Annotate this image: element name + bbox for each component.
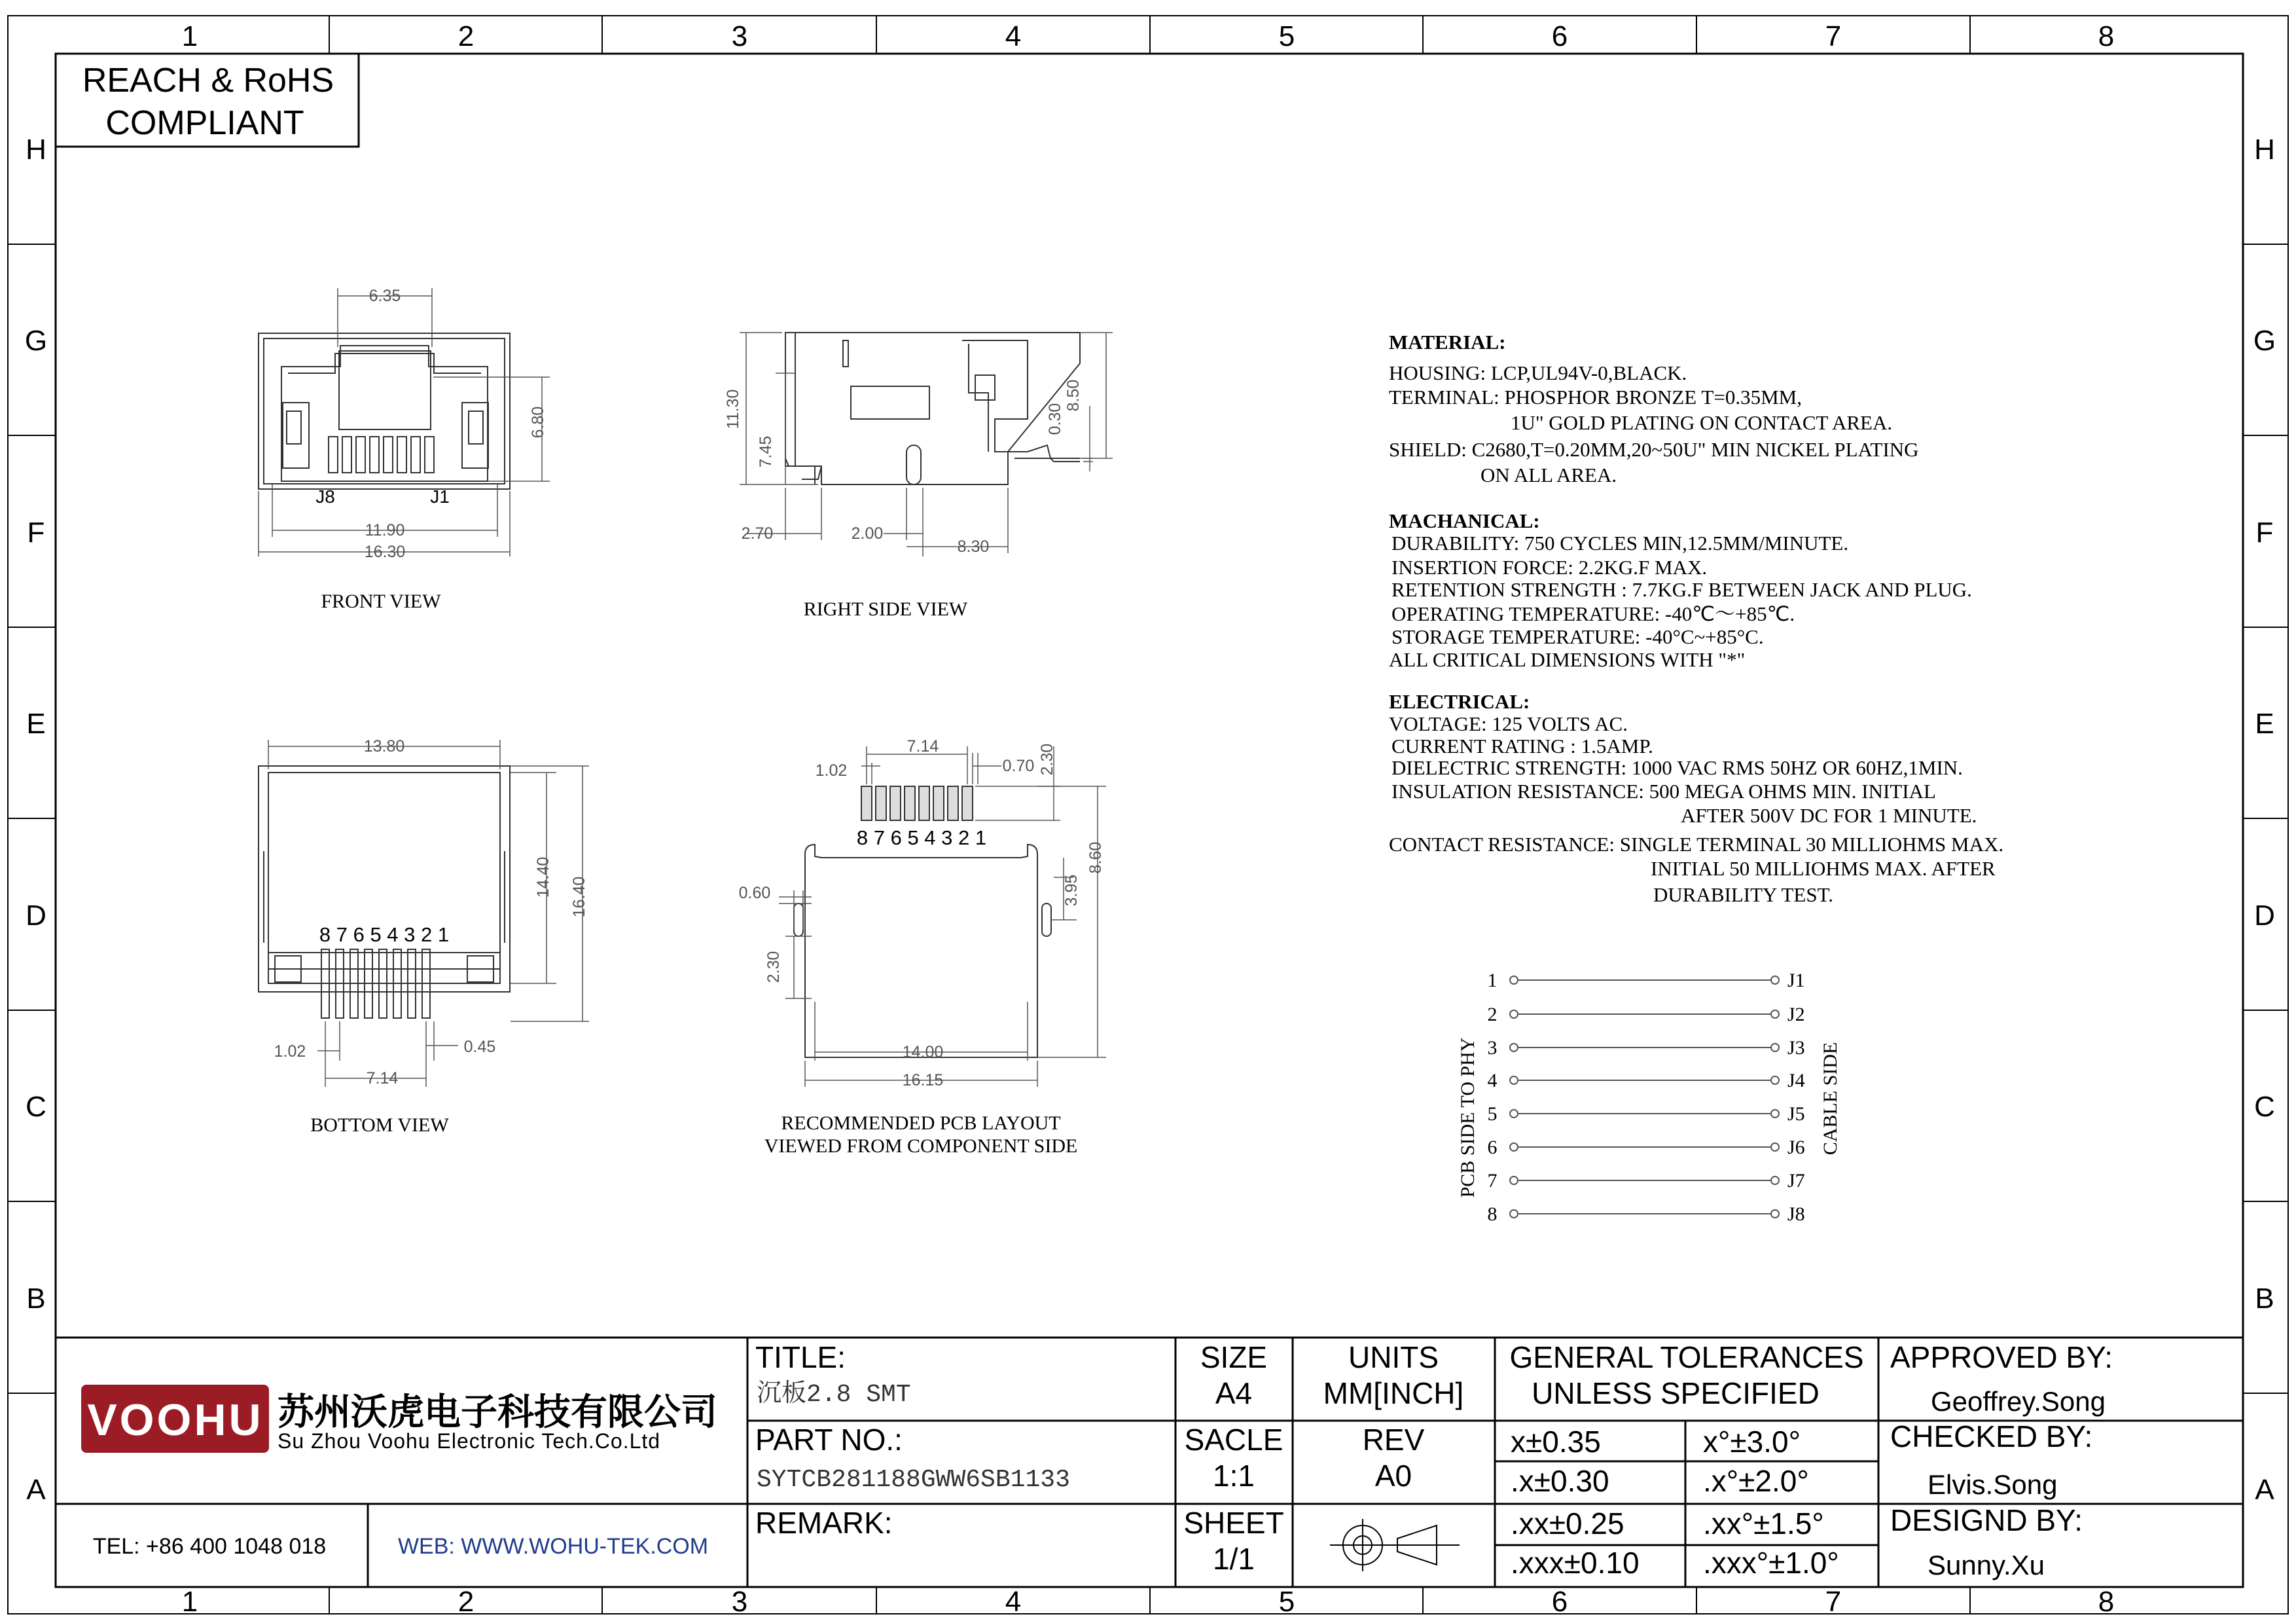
zone-col-bottom-3: 3	[731, 1586, 748, 1618]
wiring-cable-pin: J2	[1787, 1004, 1805, 1025]
front-view-labels	[315, 287, 547, 612]
zone-row-left-G: G	[24, 325, 48, 357]
dim-pcb-1-02: 1.02	[815, 761, 848, 780]
zone-row-left-C: C	[26, 1091, 46, 1123]
wiring-pcb-pin: 5	[1487, 1103, 1498, 1125]
spec-electrical-line: AFTER 500V DC FOR 1 MINUTE.	[1681, 804, 1977, 827]
dim-bottom-7-14: 7.14	[366, 1069, 399, 1087]
compliance-box	[56, 54, 359, 147]
dim-right-2-00: 2.00	[851, 524, 884, 543]
tolerance-linear: .xx±0.25	[1511, 1506, 1624, 1541]
zone-row-right-F: F	[2255, 517, 2274, 549]
dim-pcb-16-15: 16.15	[902, 1071, 944, 1089]
tolerance-angular: .xx°±1.5°	[1703, 1506, 1824, 1541]
pcb-layout-caption-line2: VIEWED FROM COMPONENT SIDE	[764, 1135, 1078, 1157]
dim-right-7-45: 7.45	[757, 435, 775, 468]
voohu-logo	[81, 1385, 717, 1453]
zone-col-top-4: 4	[1005, 20, 1022, 52]
wiring-pcb-pin: 7	[1487, 1170, 1498, 1192]
dim-bottom-16-40: 16.40	[570, 876, 588, 918]
zone-row-left-E: E	[26, 708, 46, 740]
spec-electrical-line: VOLTAGE: 125 VOLTS AC.	[1389, 712, 1628, 735]
tolerance-heading-1: GENERAL TOLERANCES	[1509, 1340, 1864, 1374]
company-name-cn: 苏州沃虎电子科技有限公司	[278, 1391, 717, 1432]
spec-mechanical-line: ALL CRITICAL DIMENSIONS WITH "*"	[1389, 648, 1746, 671]
designed-by-label: DESIGND BY:	[1890, 1503, 2083, 1537]
zone-col-top-5: 5	[1278, 20, 1295, 52]
spec-material-line: TERMINAL: PHOSPHOR BRONZE T=0.35MM,	[1389, 386, 1802, 409]
spec-electrical-line: DIELECTRIC STRENGTH: 1000 VAC RMS 50HZ OR 60HZ,1MIN.	[1391, 756, 1963, 779]
tolerance-angular: .xxx°±1.0°	[1703, 1546, 1839, 1580]
spec-material-line: HOUSING: LCP,UL94V-0,BLACK.	[1389, 361, 1687, 384]
zone-col-bottom-1: 1	[181, 1586, 198, 1618]
zone-col-bottom-8: 8	[2098, 1586, 2115, 1618]
spec-mechanical-line: DURABILITY: 750 CYCLES MIN,12.5MM/MINUTE.	[1391, 532, 1849, 555]
zone-row-right-A: A	[2255, 1474, 2274, 1506]
right-side-view-caption: RIGHT SIDE VIEW	[803, 598, 968, 620]
logo-text: VOOHU	[87, 1395, 264, 1445]
dim-front-6-80: 6.80	[529, 406, 547, 439]
wiring-diagram	[1457, 970, 1841, 1225]
title-block	[56, 1338, 2243, 1587]
zone-row-left-B: B	[26, 1283, 46, 1315]
approved-by-value: Geoffrey.Song	[1931, 1386, 2106, 1417]
approved-by-label: APPROVED BY:	[1890, 1340, 2113, 1374]
specifications-block	[1389, 331, 2003, 906]
wiring-cable-pin: J7	[1787, 1170, 1805, 1192]
wiring-pcb-pin: 1	[1487, 970, 1498, 991]
wiring-pcb-pin: 4	[1487, 1070, 1498, 1091]
wiring-cable-side-label: CABLE SIDE	[1820, 1042, 1841, 1156]
compliance-line2: COMPLIANT	[105, 104, 304, 142]
dim-right-11-30: 11.30	[724, 389, 742, 429]
company-tel: TEL: +86 400 1048 018	[92, 1534, 327, 1559]
units-label: UNITS	[1348, 1340, 1439, 1374]
dim-pcb-0-70: 0.70	[1002, 757, 1035, 775]
spec-electrical-line: CURRENT RATING : 1.5AMP.	[1391, 735, 1653, 757]
dim-right-8-50: 8.50	[1064, 379, 1083, 412]
zone-col-top-1: 1	[181, 20, 198, 52]
tolerance-linear: x±0.35	[1511, 1425, 1601, 1459]
title-value: 沉板2.8 SMT	[757, 1381, 911, 1409]
dim-bottom-14-40: 14.40	[534, 856, 552, 898]
title-block-fields	[755, 1340, 2113, 1580]
checked-by-label: CHECKED BY:	[1890, 1419, 2093, 1453]
spec-electrical-line: CONTACT RESISTANCE: SINGLE TERMINAL 30 MILLIOHMS MAX.	[1389, 833, 2004, 856]
wiring-cable-pin: J3	[1787, 1037, 1805, 1059]
company-name-en: Su Zhou Voohu Electronic Tech.Co.Ltd	[278, 1429, 661, 1453]
checked-by-value: Elvis.Song	[1928, 1469, 2058, 1500]
dim-pcb-2-30-side: 2.30	[764, 951, 783, 983]
spec-mechanical-line: OPERATING TEMPERATURE: -40℃～+85℃.	[1391, 602, 1795, 625]
right-side-view	[740, 333, 1113, 556]
dim-pcb-8-60: 8.60	[1086, 841, 1105, 874]
zone-col-bottom-6: 6	[1551, 1586, 1568, 1618]
dim-front-16-30: 16.30	[364, 543, 406, 561]
spec-mechanical-line: RETENTION STRENGTH : 7.7KG.F BETWEEN JACK AND PLUG.	[1391, 578, 1972, 601]
spec-electrical-line: INSULATION RESISTANCE: 500 MEGA OHMS MIN. INITIAL	[1391, 780, 1936, 803]
dim-bottom-0-45: 0.45	[463, 1038, 496, 1056]
zone-col-bottom-7: 7	[1825, 1586, 1842, 1618]
tolerance-angular: x°±3.0°	[1703, 1425, 1801, 1459]
wiring-cable-pin: J1	[1787, 970, 1805, 991]
sheet-label: SHEET	[1183, 1506, 1284, 1540]
title-label: TITLE:	[755, 1340, 846, 1374]
mechanical-heading: MACHANICAL:	[1389, 509, 1540, 532]
units-value: MM[INCH]	[1323, 1376, 1464, 1410]
spec-mechanical-line: STORAGE TEMPERATURE: -40°C~+85°C.	[1391, 625, 1764, 648]
dim-right-2-70: 2.70	[741, 524, 774, 543]
dim-pcb-14-00: 14.00	[902, 1043, 944, 1061]
electrical-heading: ELECTRICAL:	[1389, 690, 1530, 713]
remark-label: REMARK:	[755, 1506, 893, 1540]
part-no-label: PART NO.:	[755, 1423, 903, 1457]
wiring-pcb-pin: 3	[1487, 1037, 1498, 1059]
wiring-pcb-side-label: PCB SIDE TO PHY	[1457, 1037, 1479, 1198]
dim-bottom-1-02: 1.02	[274, 1042, 306, 1061]
front-view-caption: FRONT VIEW	[321, 591, 441, 612]
material-heading: MATERIAL:	[1389, 331, 1506, 354]
zone-row-left-H: H	[26, 134, 46, 166]
dim-front-6-35: 6.35	[368, 287, 401, 305]
zone-col-top-2: 2	[457, 20, 475, 52]
pcb-layout-view	[779, 743, 1106, 1087]
dim-bottom-13-80: 13.80	[363, 737, 405, 756]
tolerance-angular: .x°±2.0°	[1703, 1464, 1809, 1498]
scale-label: SACLE	[1184, 1423, 1283, 1457]
dim-pcb-2-30-top: 2.30	[1038, 743, 1056, 776]
wiring-cable-pin: J6	[1787, 1137, 1805, 1158]
sheet-value: 1/1	[1213, 1542, 1255, 1576]
company-web: WEB: WWW.WOHU-TEK.COM	[397, 1534, 709, 1559]
front-pin-label-j1: J1	[430, 486, 450, 507]
zone-row-right-G: G	[2253, 325, 2276, 357]
bottom-view	[259, 740, 589, 1087]
zone-row-right-C: C	[2254, 1091, 2275, 1123]
bottom-pin-numbers: 8 7 6 5 4 3 2 1	[319, 923, 450, 946]
size-value: A4	[1215, 1376, 1253, 1410]
wiring-cable-pin: J5	[1787, 1103, 1805, 1125]
dim-pcb-7-14: 7.14	[906, 737, 939, 756]
zone-col-top-8: 8	[2098, 20, 2115, 52]
front-view	[259, 288, 550, 556]
wiring-pcb-pin: 6	[1487, 1137, 1498, 1158]
rev-label: REV	[1362, 1423, 1425, 1457]
zone-row-left-F: F	[27, 517, 45, 549]
projection-symbol-icon	[1330, 1519, 1460, 1571]
spec-electrical-line: DURABILITY TEST.	[1653, 883, 1833, 906]
right-side-view-labels	[724, 380, 1083, 620]
part-no-value: SYTCB281188GWW6SB1133	[757, 1466, 1070, 1494]
zone-row-right-D: D	[2254, 900, 2275, 932]
spec-material-line: 1U" GOLD PLATING ON CONTACT AREA.	[1511, 411, 1893, 434]
wiring-pcb-pin: 2	[1487, 1004, 1498, 1025]
spec-material-line: SHIELD: C2680,T=0.20MM,20~50U" MIN NICKEL PLATING	[1389, 438, 1919, 461]
designed-by-value: Sunny.Xu	[1928, 1550, 2045, 1580]
zone-row-right-H: H	[2254, 134, 2275, 166]
wiring-cable-pin: J8	[1787, 1203, 1805, 1225]
spec-material-line: ON ALL AREA.	[1480, 464, 1617, 486]
wiring-pcb-pin: 8	[1487, 1203, 1498, 1225]
tolerance-linear: .xxx±0.10	[1511, 1546, 1640, 1580]
spec-electrical-line: INITIAL 50 MILLIOHMS MAX. AFTER	[1651, 857, 1996, 880]
dim-pcb-0-60: 0.60	[738, 884, 771, 902]
zone-col-bottom-2: 2	[457, 1586, 475, 1618]
wiring-cable-pin: J4	[1787, 1070, 1805, 1091]
bottom-view-caption: BOTTOM VIEW	[310, 1114, 449, 1136]
zone-col-top-3: 3	[731, 20, 748, 52]
dim-front-11-90: 11.90	[365, 521, 405, 539]
front-pin-label-j8: J8	[315, 486, 335, 507]
scale-value: 1:1	[1213, 1459, 1255, 1493]
size-label: SIZE	[1200, 1340, 1268, 1374]
zone-row-left-D: D	[26, 900, 46, 932]
zone-col-top-6: 6	[1551, 20, 1568, 52]
dim-right-0-30: 0.30	[1046, 403, 1064, 435]
spec-mechanical-line: INSERTION FORCE: 2.2KG.F MAX.	[1391, 556, 1708, 579]
zone-col-top-7: 7	[1825, 20, 1842, 52]
bottom-view-labels	[274, 737, 588, 1136]
compliance-line1: REACH & RoHS	[82, 62, 334, 100]
rev-value: A0	[1374, 1459, 1412, 1493]
pcb-pin-numbers: 8 7 6 5 4 3 2 1	[856, 826, 987, 849]
pcb-layout-caption-line1: RECOMMENDED PCB LAYOUT	[781, 1112, 1061, 1134]
zone-row-left-A: A	[26, 1474, 46, 1506]
dim-pcb-3-95: 3.95	[1062, 874, 1081, 907]
dim-right-8-30: 8.30	[957, 538, 990, 556]
zone-col-bottom-5: 5	[1278, 1586, 1295, 1618]
zone-row-right-E: E	[2255, 708, 2274, 740]
zone-row-right-B: B	[2255, 1283, 2274, 1315]
zone-col-bottom-4: 4	[1005, 1586, 1022, 1618]
tolerance-linear: .x±0.30	[1511, 1464, 1609, 1498]
tolerance-heading-2: UNLESS SPECIFIED	[1532, 1376, 1820, 1410]
